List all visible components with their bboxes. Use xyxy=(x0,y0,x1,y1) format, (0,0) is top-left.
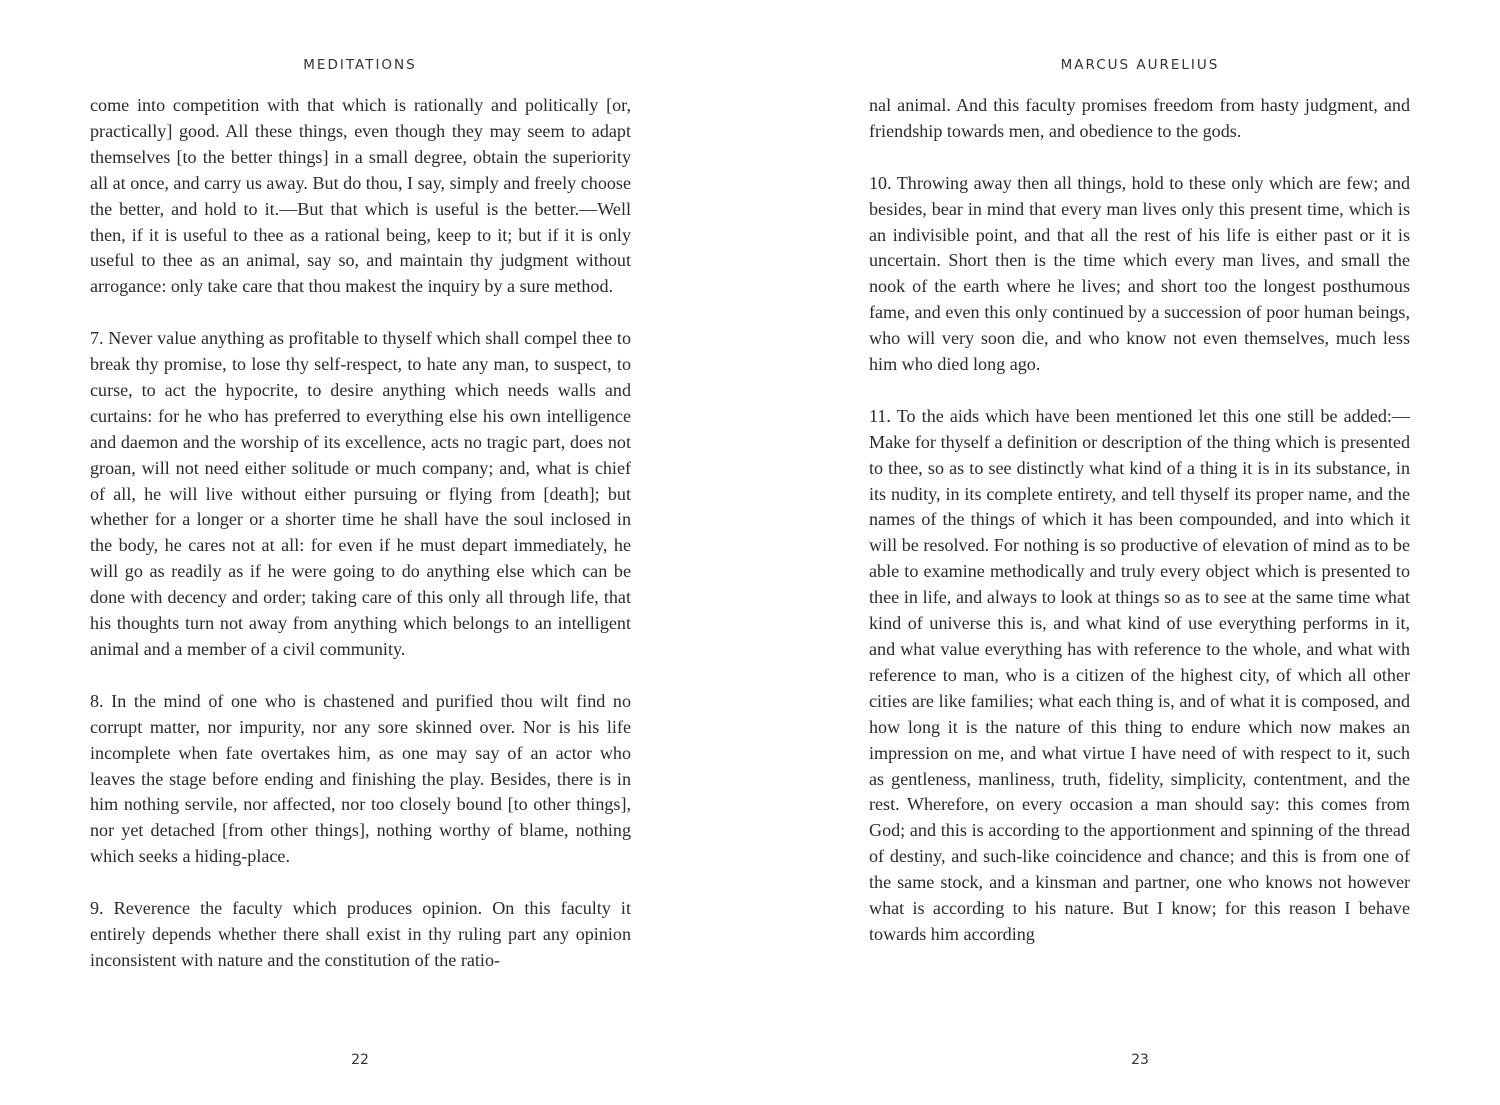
paragraph-10: 10. Throwing away then all things, hold to these only which are few; and besides, bear in mind that every man lives only this present time, which is an indivisible point, and that all the rest of his life is either past or it is uncertain. Short then is the time which every man lives, and small the nook of the earth where he lives; and short too the longest posthumous fame, and even this only continued by a succession of poor human beings, who will very soon die, and who know not even themselves, much less him who died long ago. xyxy=(869,172,1410,375)
left-text-block xyxy=(90,93,631,974)
running-head-author: MARCUS AURELIUS xyxy=(1060,57,1220,73)
paragraph-7: 7. Never value anything as profitable to thyself which shall compel thee to break thy promise, to lose thy self-respect, to hate any man, to suspect, to curse, to act the hypocrite, to desire anything which needs walls and curtains: for he who has preferred to everything else his own intelligence and daemon and the worship of its excellence, acts no tragic part, does not groan, will not need either solitude or much company; and, what is chief of all, he will live without either pursuing or flying from [death]; but whether for a longer or a shorter time he shall have the soul inclosed in the body, he cares not at all: for even if he must depart immediately, he will go as readily as if he were going to do anything else which can be done with decency and order; taking care of this only all through life, that his thoughts turn not away from anything which belongs to an intelligent animal and a member of a civil community. xyxy=(90,328,631,660)
running-head-title: MEDITATIONS xyxy=(303,57,417,73)
paragraph-continuation: come into competition with that which is rationally and politically [or, practically] good. All these things, even though they may seem to adapt themselves [to the better things] in a small degree, obtain the superiority all at once, and carry us away. But do thou, I say, simply and freely choose the better, and hold to it.—But that which is useful is the better.—Well then, if it is useful to thee as a rational being, keep to it; but if it is only useful to thee as an animal, say so, and maintain thy judgment without arrogance: only take care that thou makest the inquiry by a sure method. xyxy=(90,95,631,297)
page-number-right: 23 xyxy=(1131,1052,1149,1068)
right-page xyxy=(750,0,1500,1105)
right-text-block xyxy=(869,93,1410,948)
paragraph-9: 9. Reverence the faculty which produces opinion. On this faculty it entirely depends whether there shall exist in thy ruling part any opinion inconsistent with nature and the constitution of the ratio- xyxy=(90,898,631,970)
paragraph-9-continuation: nal animal. And this faculty promises freedom from hasty judgment, and friendship towards men, and obedience to the gods. xyxy=(869,95,1410,141)
paragraph-11: 11. To the aids which have been mentioned let this one still be added:—Make for thyself a definition or description of the thing which is presented to thee, so as to see distinctly what kind of a thing it is in its substance, in its nudity, in its complete entirety, and tell thyself its proper name, and the names of the things of which it has been compounded, and into which it will be resolved. For nothing is so productive of elevation of mind as to be able to examine methodically and truly every object which is presented to thee in life, and always to look at things so as to see at the same time what kind of universe this is, and what kind of use everything performs in it, and what value everything has with reference to the whole, and what with reference to man, who is a citizen of the highest city, of which all other cities are like families; what each thing is, and of what it is composed, and how long it is the nature of this thing to endure which now makes an impression on me, and what virtue I have need of with respect to it, such as gentleness, manliness, truth, fidelity, simplicity, contentment, and the rest. Wherefore, on every occasion a man should say: this comes from God; and this is according to the apportionment and spinning of the thread of destiny, and such-like coincidence and chance; and this is from one of the same stock, and a kinsman and partner, one who knows not however what is according to his nature. But I know; for this reason I behave towards him according xyxy=(869,405,1410,944)
paragraph-8: 8. In the mind of one who is chastened and purified thou wilt find no corrupt matter, nor impurity, nor any sore skinned over. Nor is his life incomplete when fate overtakes him, as one may say of an actor who leaves the stage before ending and finishing the play. Besides, there is in him nothing servile, nor affected, nor too closely bound [to other things], nor yet detached [from other things], nothing worthy of blame, nothing which seeks a hiding-place. xyxy=(90,690,631,867)
page-number-left: 22 xyxy=(351,1052,369,1068)
